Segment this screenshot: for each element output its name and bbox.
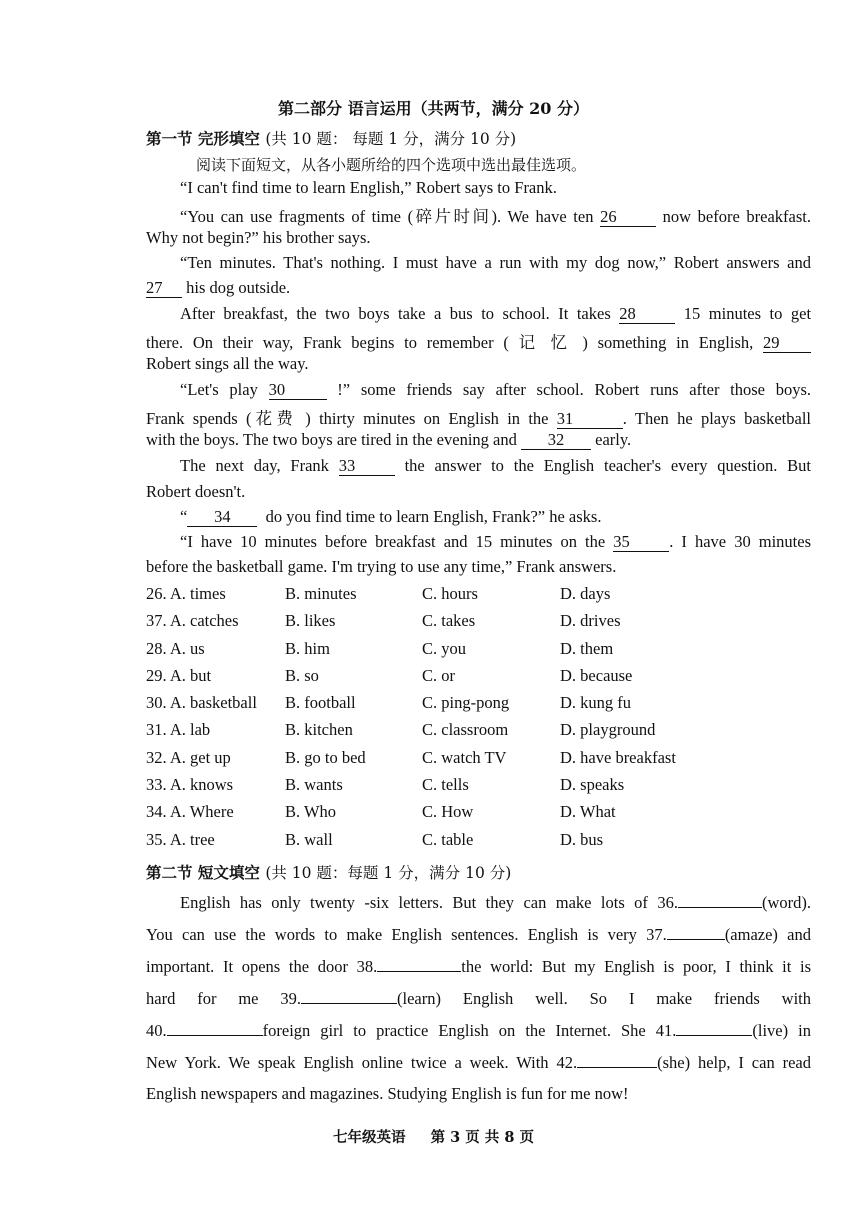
passage2-text: You can use the words to make English sentences. English is very 37. [146,925,667,944]
passage-line-6 [180,304,811,324]
option-row [146,720,746,747]
option-b: B. wants [285,775,343,795]
option-b: B. kitchen [285,720,353,740]
blank-35: 35 [613,534,669,552]
passage-line-14 [180,507,811,527]
passage-line-9 [180,380,811,400]
passage2-text: English has only twenty -six letters. But they can make lots of 36. [180,893,678,912]
blank-41 [676,1035,752,1036]
section1-instruction: 阅读下面短文，从各小题所给的四个选项中选出最佳选项。 [196,156,587,174]
option-d: D. bus [560,829,604,849]
passage2-text: (live) in [752,1021,811,1040]
passage2-line-6 [146,1053,811,1073]
option-c: C. tells [422,775,469,795]
option-b: B. likes [285,611,336,631]
passage-text: there. On their way, Frank begins to remember ( 记 忆 ) something in English, [146,333,754,352]
passage-text: After breakfast, the two boys take a bus to school. It takes [180,304,611,323]
option-d: D. speaks [560,775,625,795]
option-d: D. days [560,584,611,603]
option-a: 35. A. tree [146,829,215,849]
option-b: B. so [285,665,319,685]
option-b: B. minutes [285,584,357,603]
passage2-text: (she) help, I can read [657,1053,811,1072]
section2-title: 第二节 短文填空 [146,863,260,882]
passage-line-7 [146,329,811,353]
passage-line-3: Why not begin?” his brother says. [146,228,371,247]
section1-note: (共 10 题： 每题 1 分，满分 10 分) [265,130,517,148]
passage-line-8: Robert sings all the way. [146,354,309,373]
passage-text: with the boys. The two boys are tired in the evening and [146,430,517,449]
option-row [146,693,746,720]
passage-text: “Let's play [180,380,258,399]
passage2-line-2 [146,925,811,945]
option-a: 28. A. us [146,638,205,658]
section1-title: 第一节 完形填空 [146,129,260,148]
options-list [146,584,746,857]
passage-line-15 [180,532,811,552]
option-c: C. takes [422,611,476,631]
passage2-text: the world: But my English is poor, I think it is [461,957,811,976]
option-a: 37. A. catches [146,611,239,631]
blank-29: 29 [763,335,811,353]
passage-text: now before breakfast. [662,207,812,226]
passage2-text: foreign girl to practice English on the Internet. She 41. [262,1021,677,1040]
passage2-line-1 [180,893,811,913]
option-c: C. table [422,829,474,849]
section2-note: (共 10 题：每题 1 分，满分 10 分) [265,864,512,882]
passage-line-4: “Ten minutes. That's nothing. I must have a run with my dog now,” Robert answers and [180,253,811,272]
blank-33: 33 [339,458,395,476]
passage2-text: (word). [761,893,811,912]
passage-text: The next day, Frank [180,456,329,475]
option-a: 31. A. lab [146,720,211,740]
blank-26: 26 [600,209,656,227]
passage-line-11 [146,430,811,450]
blank-42 [577,1067,657,1068]
passage2-text: (amaze) and [724,925,811,944]
passage-text: . Then he plays basketball [622,409,811,428]
passage-line-5 [146,278,811,298]
blank-30: 30 [269,382,327,400]
passage2-line-3 [146,957,811,977]
option-b: B. Who [285,802,337,822]
option-a: 30. A. basketball [146,693,257,713]
passage2-text: 40. [146,1021,167,1040]
option-c: C. or [422,665,455,685]
option-a: 29. A. but [146,665,212,685]
passage-text: “ [180,507,188,526]
option-row [146,611,746,638]
option-d: D. them [560,638,614,658]
passage-line-10 [146,405,811,429]
option-c: C. hours [422,584,478,603]
option-b: B. wall [285,829,333,849]
section2-heading [146,861,511,883]
passage2-text: New York. We speak English online twice a week. With 42. [146,1053,578,1072]
option-b: B. go to bed [285,747,366,767]
passage-text: the answer to the English teacher's every question. But [404,456,811,475]
blank-32: 32 [521,432,591,450]
option-row [146,584,746,611]
option-c: C. ping-pong [422,693,510,713]
option-row [146,748,746,775]
passage-text: early. [595,430,632,449]
footer-subject: 七年级英语 [333,1129,406,1146]
option-row [146,639,746,666]
option-a: 33. A. knows [146,775,234,795]
option-row [146,775,746,802]
passage-text: “You can use fragments of time (碎片时间). We have ten [180,207,594,226]
option-d: D. kung fu [560,693,632,713]
option-b: B. him [285,638,330,658]
blank-27: 27 [146,280,182,298]
option-c: C. watch TV [422,747,507,767]
blank-39 [301,1003,397,1004]
passage-line-13: Robert doesn't. [146,482,246,501]
blank-31: 31 [557,411,623,429]
passage-text: do you find time to learn English, Frank?” he asks. [265,507,602,526]
passage-line-12 [180,456,811,476]
section1-heading [146,127,516,149]
option-a: 26. A. times [146,584,226,603]
passage-text: . I have 30 minutes [669,532,811,551]
footer-page-number: 第 3 页 共 8 页 [430,1129,534,1146]
option-d: D. drives [560,611,621,631]
page-footer [0,1126,867,1147]
blank-40 [167,1035,263,1036]
passage-text: 15 minutes to get [683,304,812,323]
option-c: C. you [422,638,467,658]
option-d: D. because [560,665,633,685]
passage2-text: important. It opens the door 38. [146,957,378,976]
part-title: 第二部分 语言运用（共两节，满分 20 分） [278,99,589,118]
option-row [146,666,746,693]
passage2-line-4 [146,989,811,1009]
passage-line-16: before the basketball game. I'm trying to use any time,” Frank answers. [146,557,617,576]
option-d: D. playground [560,720,656,740]
option-d: D. have breakfast [560,747,676,767]
passage-text: “I have 10 minutes before breakfast and 15 minutes on the [180,532,606,551]
option-a: 34. A. Where [146,802,234,822]
passage2-line-5 [146,1021,811,1041]
passage-line-1: “I can't find time to learn English,” Robert says to Frank. [180,178,557,197]
option-row [146,830,746,857]
passage2-text: (learn) English well. So I make friends with [397,989,811,1008]
option-c: C. How [422,802,474,822]
blank-37 [667,939,725,940]
passage-text: !” some friends say after school. Robert runs after those boys. [337,380,811,399]
passage-text: Frank spends (花费 ) thirty minutes on English in the [146,409,549,428]
option-c: C. classroom [422,720,509,740]
passage-line-2 [180,203,811,227]
passage-text: his dog outside. [186,278,291,297]
option-b: B. football [285,693,356,713]
option-row [146,802,746,829]
blank-34: 34 [187,509,257,527]
blank-38 [377,971,461,972]
passage2-line-7: English newspapers and magazines. Studying English is fun for me now! [146,1084,629,1103]
passage2-text: hard for me 39. [146,989,302,1008]
blank-28: 28 [619,306,675,324]
option-d: D. What [560,802,616,822]
blank-36 [678,907,762,908]
option-a: 32. A. get up [146,747,231,767]
